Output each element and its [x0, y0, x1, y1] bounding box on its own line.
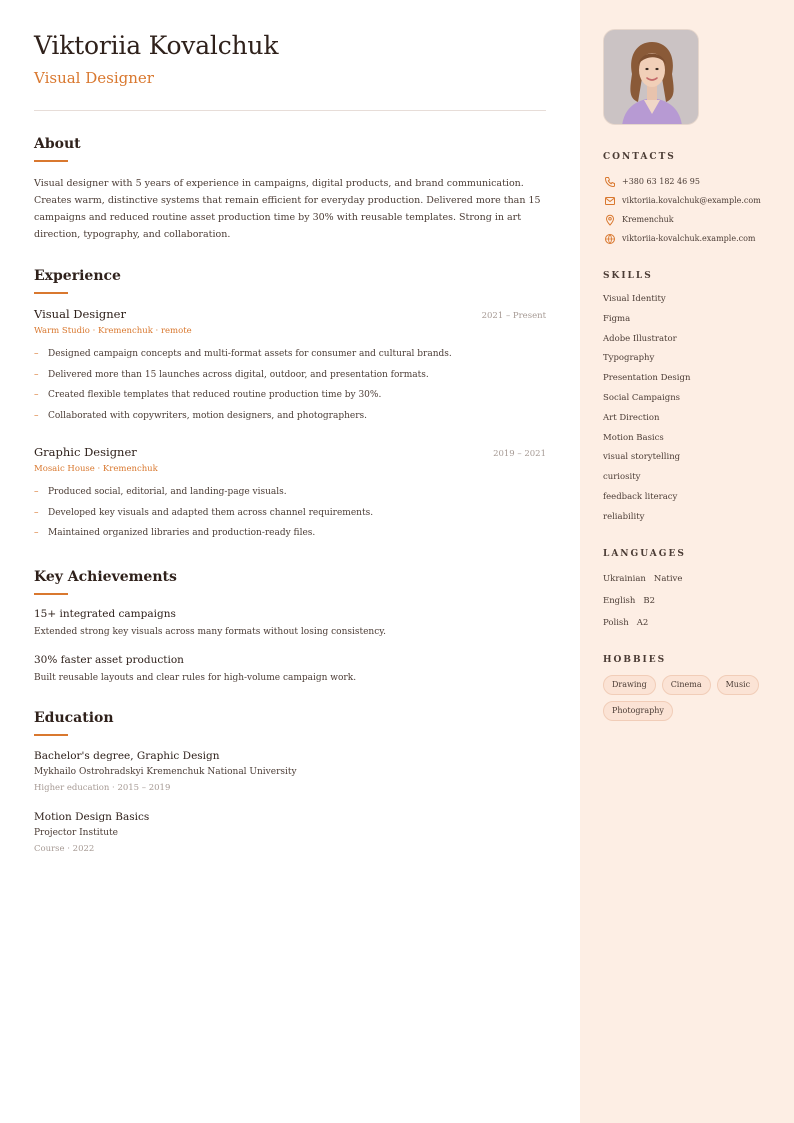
skill-item: Motion Basics — [603, 432, 664, 443]
education-item — [34, 749, 546, 794]
contact-text: +380 63 182 46 95 — [622, 177, 700, 186]
header-divider — [34, 110, 546, 111]
skill-item: Art Direction — [603, 412, 660, 423]
experience-section — [34, 267, 546, 544]
languages-section — [603, 548, 772, 634]
skill-item: Social Campaigns — [603, 392, 681, 403]
education-meta: Higher education · 2015 – 2019 — [34, 782, 171, 793]
skills-section — [603, 270, 772, 528]
job-title: Graphic Designer — [34, 445, 137, 459]
profile-photo — [603, 29, 699, 125]
job-bullet: – Designed campaign concepts and multi-format assets for consumer and cultural brands. — [34, 344, 546, 365]
skill-item: visual storytelling — [603, 452, 681, 463]
achievements-underline — [34, 593, 68, 595]
job-entry — [34, 306, 546, 426]
achievement-title: 30% faster asset production — [34, 653, 184, 666]
language-item — [603, 590, 772, 612]
skill-item: Figma — [603, 313, 631, 324]
languages-title: LANGUAGES — [603, 548, 686, 559]
language-list — [603, 568, 772, 634]
education-section — [34, 709, 546, 855]
job-bullet: – Maintained organized libraries and production-ready files. — [34, 523, 546, 544]
job-dates: 2021 – Present — [481, 311, 546, 321]
experience-title: Experience — [34, 268, 121, 284]
job-dates: 2019 – 2021 — [493, 449, 546, 459]
contact-website[interactable] — [603, 229, 772, 248]
achievement-description: Built reusable layouts and clear rules for high-volume campaign work. — [34, 672, 357, 683]
job-header — [34, 444, 546, 460]
skill-item: feedback literacy — [603, 491, 678, 502]
achievement-item — [34, 653, 546, 685]
globe-icon — [603, 232, 616, 245]
skill-item: Typography — [603, 353, 655, 364]
hobbies-section — [603, 654, 772, 727]
job-header — [34, 306, 546, 322]
contact-email[interactable] — [603, 191, 772, 210]
hobby-chip: Drawing — [603, 675, 656, 695]
education-school: Projector Institute — [34, 827, 118, 838]
achievement-title: 15+ integrated campaigns — [34, 607, 176, 620]
job-bullet: – Delivered more than 15 launches across digital, outdoor, and presentation formats. — [34, 365, 546, 386]
portrait-illustration — [604, 30, 699, 125]
achievement-description: Extended strong key visuals across many formats without losing consistency. — [34, 626, 387, 637]
job-organization: Mosaic House · Kremenchuk — [34, 464, 158, 474]
experience-underline — [34, 292, 68, 294]
education-school: Mykhailo Ostrohradskyi Kremenchuk National University — [34, 766, 297, 777]
language-level: Native — [653, 573, 683, 584]
hobby-chip: Music — [717, 675, 760, 695]
candidate-name: Viktoriia Kovalchuk — [34, 31, 279, 60]
about-title: About — [34, 136, 81, 152]
language-name: Ukrainian — [603, 573, 646, 584]
language-item — [603, 612, 772, 634]
skill-item: Adobe Illustrator — [603, 333, 677, 344]
hobbies-title: HOBBIES — [603, 654, 667, 665]
about-text: Visual designer with 5 years of experience in campaigns, digital products, and brand communication. Creates warm, distinctive systems that remain efficient for everyday production. Delivered more than 15 campaigns and reduced routine asset production time by 30% with reusable templates. Strong in art direction, typography, and collaboration. — [34, 178, 541, 240]
contact-text: viktoriia.kovalchuk@example.com — [622, 196, 761, 205]
skill-list — [603, 290, 772, 528]
language-level: B2 — [643, 595, 656, 606]
job-bullet: – Collaborated with copywriters, motion designers, and photographers. — [34, 406, 546, 427]
contacts-title: CONTACTS — [603, 152, 676, 162]
job-title: Visual Designer — [34, 307, 126, 321]
job-bullets — [34, 482, 546, 544]
job-bullet: – Produced social, editorial, and landing-page visuals. — [34, 482, 546, 503]
education-meta: Course · 2022 — [34, 843, 95, 854]
contact-text: viktoriia-kovalchuk.example.com — [622, 234, 756, 243]
achievements-section — [34, 568, 546, 685]
about-underline — [34, 160, 68, 162]
language-item — [603, 568, 772, 590]
contacts-section — [603, 151, 772, 248]
contact-text: Kremenchuk — [622, 215, 674, 224]
skill-item: reliability — [603, 511, 645, 522]
email-icon — [603, 194, 616, 207]
sidebar — [580, 0, 794, 1123]
phone-icon — [603, 175, 616, 188]
contact-list — [603, 172, 772, 248]
job-bullet: – Developed key visuals and adapted them across channel requirements. — [34, 503, 546, 524]
skill-item: Visual Identity — [603, 294, 666, 304]
skill-item: Presentation Design — [603, 373, 691, 384]
hobby-chip: Cinema — [662, 675, 711, 695]
contact-phone[interactable] — [603, 172, 772, 191]
job-entry — [34, 444, 546, 544]
achievements-title: Key Achievements — [34, 568, 177, 585]
education-item — [34, 810, 546, 855]
candidate-role: Visual Designer — [34, 69, 154, 87]
hobby-chip: Photography — [603, 701, 673, 721]
location-icon — [603, 213, 616, 226]
skills-title: SKILLS — [603, 271, 653, 281]
language-name: Polish — [603, 617, 629, 628]
job-bullets — [34, 344, 546, 426]
about-section — [34, 135, 546, 243]
education-degree: Bachelor's degree, Graphic Design — [34, 749, 220, 762]
education-title: Education — [34, 709, 114, 726]
contact-location — [603, 210, 772, 229]
hobby-chips — [603, 675, 773, 727]
job-organization: Warm Studio · Kremenchuk · remote — [34, 326, 192, 336]
language-name: English — [603, 595, 636, 606]
achievement-item — [34, 607, 546, 639]
education-degree: Motion Design Basics — [34, 810, 150, 823]
language-level: A2 — [636, 617, 649, 628]
skill-item: curiosity — [603, 472, 641, 483]
education-underline — [34, 734, 68, 736]
job-bullet: – Created flexible templates that reduced routine production time by 30%. — [34, 385, 546, 406]
